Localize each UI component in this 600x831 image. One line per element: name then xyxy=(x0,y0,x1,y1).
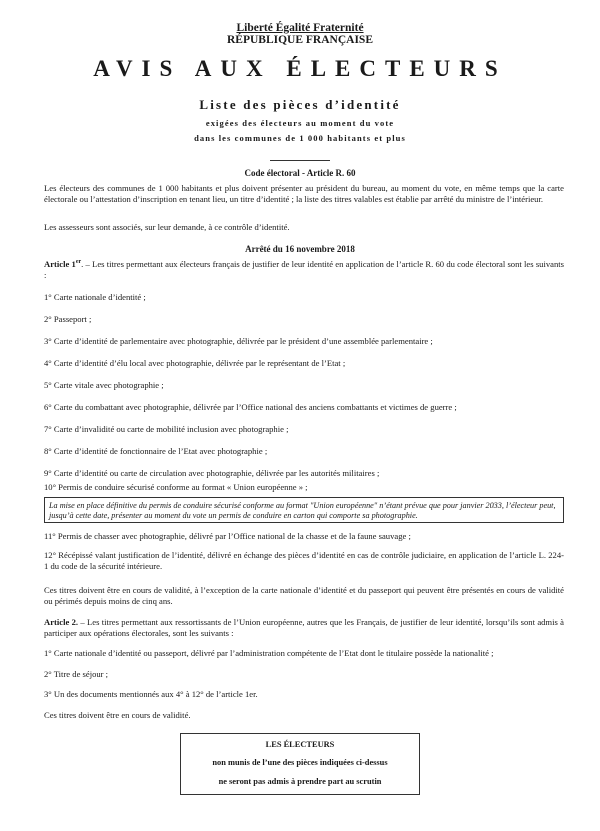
list-item: 5° Carte vitale avec photographie ; xyxy=(44,380,164,390)
arrete-heading: Arrêté du 16 novembre 2018 xyxy=(245,244,355,254)
code-paragraph-1: Les électeurs des communes de 1 000 habitants et plus doivent présenter au président du bureau, au moment du vote, en même temps que la carte électorale ou l’attestation d’inscription en tenant lieu, un titre d’identité ; la liste des titres valables est établie par arrêté du ministre de l’intérieur. xyxy=(44,183,564,204)
validity-paragraph-1: Ces titres doivent être en cours de validité, à l’exception de la carte nationale d’identité et du passeport qui peuvent être présentés en cours de validité ou périmés depuis moins de cinq ans. xyxy=(44,585,564,606)
list-item: 9° Carte d’identité ou carte de circulation avec photographie, délivrée par les autorités militaires ; xyxy=(44,468,380,478)
article-2-text: – Les titres permettant aux ressortissants de l’Union européenne, autres que les Français, de justifier de leur identité, lorsqu’ils sont admis à participer aux opérations électorales, sont les suivants : xyxy=(44,617,564,638)
list-item: 2° Passeport ; xyxy=(44,314,92,324)
list-item: 10° Permis de conduire sécurisé conforme au format « Union européenne » ; xyxy=(44,482,308,492)
article-1 xyxy=(44,257,564,280)
list-item: 12° Récépissé valant justification de l’identité, délivré en échange des pièces d’identité en cas de contrôle judiciaire, en application de l’article L. 224-1 du code de la sécurité intérieure. xyxy=(44,550,564,571)
divider xyxy=(270,160,330,161)
driving-licence-note: La mise en place définitive du permis de conduire sécurisé conforme au format "Union européenne" n’étant prévue que pour janvier 2033, l’électeur peut, jusqu’à cette date, présenter au moment du vote un permis de conduire en carton qui comporte sa photographie. xyxy=(44,497,564,523)
motto: Liberté Égalité Fraternité xyxy=(236,22,364,34)
warning-line-3: ne seront pas admis à prendre part au scrutin xyxy=(218,777,382,786)
list-item: 6° Carte du combattant avec photographie, délivrée par l’Office national des anciens combattants et victimes de guerre ; xyxy=(44,402,457,412)
code-paragraph-2: Les assesseurs sont associés, sur leur demande, à ce contrôle d’identité. xyxy=(44,222,290,232)
subtitle: Liste des pièces d’identité xyxy=(199,97,401,112)
code-heading: Code électoral - Article R. 60 xyxy=(244,168,356,178)
list-item: 3° Carte d’identité de parlementaire avec photographie, délivrée par le président d’une assemblée parlementaire ; xyxy=(44,336,433,346)
warning-line-1: LES ÉLECTEURS xyxy=(265,740,335,749)
list-item: 1° Carte nationale d’identité ou passeport, délivré par l’administration compétente de l’Etat dont le titulaire possède la nationalité ; xyxy=(44,648,494,658)
article-1-sup: er xyxy=(75,259,82,265)
article-2 xyxy=(44,617,564,639)
subtitle-line-1: exigées des électeurs au moment du vote xyxy=(205,118,395,128)
list-item: 1° Carte nationale d’identité ; xyxy=(44,292,146,302)
list-item: 11° Permis de chasser avec photographie, délivré par l’Office national de la chasse et de la faune sauvage ; xyxy=(44,531,411,541)
list-item: 3° Un des documents mentionnés aux 4° à 12° de l’article 1er. xyxy=(44,689,258,699)
article-2-label: Article 2. xyxy=(44,617,79,627)
list-item: 8° Carte d’identité de fonctionnaire de l’Etat avec photographie ; xyxy=(44,446,268,456)
warning-box xyxy=(180,733,420,795)
list-item: 7° Carte d’invalidité ou carte de mobilité inclusion avec photographie ; xyxy=(44,424,289,434)
subtitle-line-2: dans les communes de 1 000 habitants et plus xyxy=(194,133,406,143)
list-item: 4° Carte d’identité d’élu local avec photographie, délivrée par le représentant de l’Etat ; xyxy=(44,358,346,368)
list-item: 2° Titre de séjour ; xyxy=(44,669,109,679)
page-title: AVIS AUX ÉLECTEURS xyxy=(93,56,507,81)
validity-paragraph-2: Ces titres doivent être en cours de validité. xyxy=(44,710,191,720)
warning-line-2: non munis de l’une des pièces indiquées ci-dessus xyxy=(212,758,388,767)
article-1-text: . – Les titres permettant aux électeurs français de justifier de leur identité en application de l’article R. 60 du code électoral sont les suivants : xyxy=(44,258,564,280)
article-1-label: Article 1 xyxy=(44,258,76,269)
republic-name: RÉPUBLIQUE FRANÇAISE xyxy=(226,34,373,46)
